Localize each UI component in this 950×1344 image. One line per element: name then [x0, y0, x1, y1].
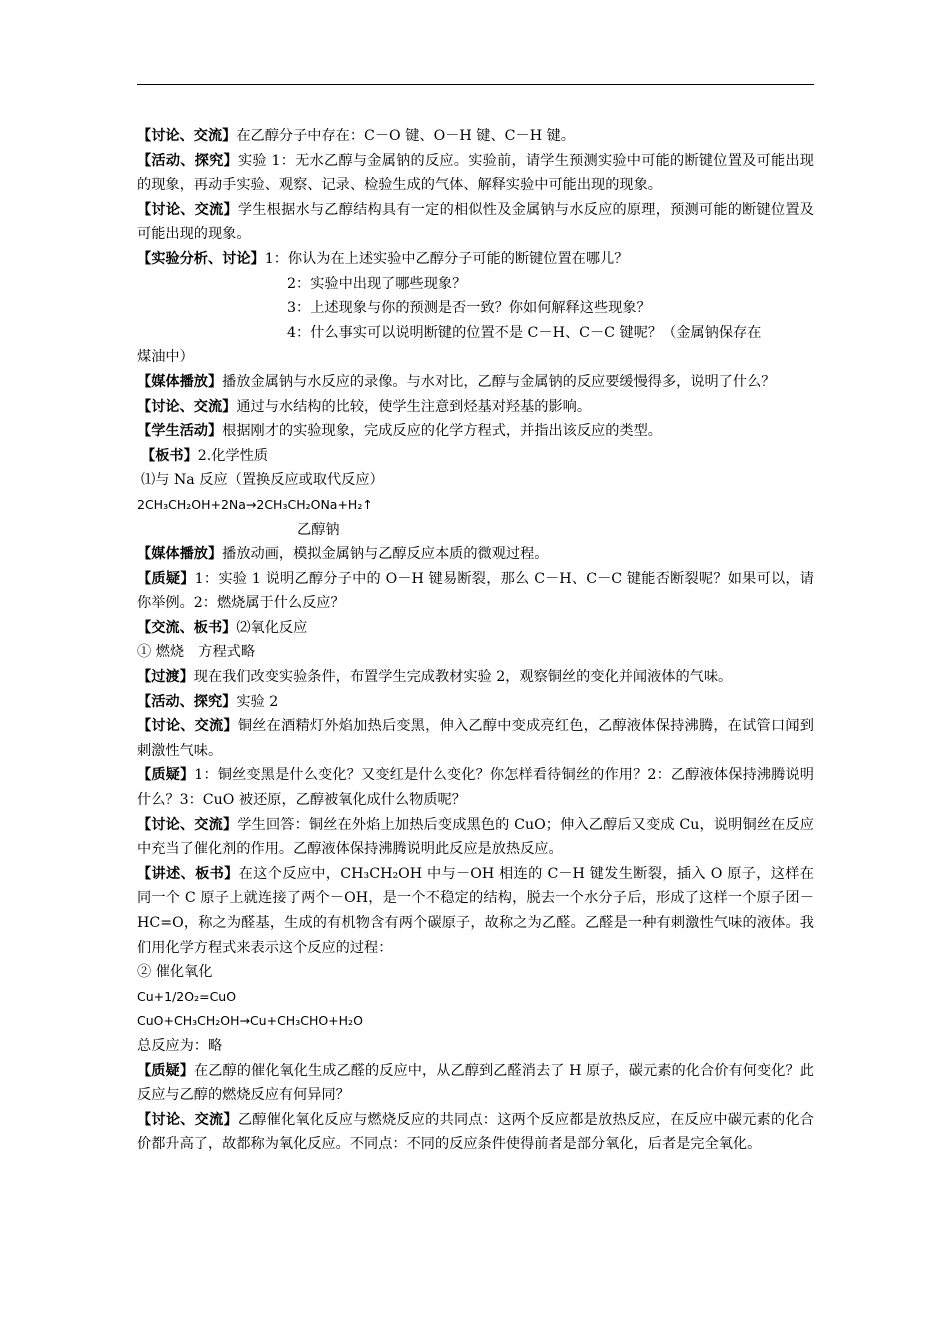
paragraph: [137, 567, 814, 616]
section-tag: 【活动、探究】: [137, 152, 238, 169]
product-name: 乙醇钠: [297, 521, 340, 538]
paragraph-text: 学生回答：铜丝在外焰上加热后变成黑色的 CuO；伸入乙醇后又变成 Cu，说明铜丝在反应中充当了催化剂的作用。乙醇液体保持沸腾说明此反应是放热反应。: [137, 816, 814, 858]
overall-reaction: 总反应为：略: [137, 1037, 223, 1054]
paragraph: [137, 690, 814, 715]
paragraph: [137, 1059, 814, 1108]
paragraph-text: 播放动画，模拟金属钠与乙醇反应本质的微观过程。: [222, 546, 549, 563]
paragraph: [137, 149, 814, 198]
section-tag: 【讨论、交流】: [137, 816, 238, 833]
paragraph: [137, 370, 814, 395]
section-tag: 【媒体播放】: [137, 546, 223, 563]
question-2: 2：实验中出现了哪些现象？: [287, 275, 467, 292]
section-tag: 【质疑】: [137, 767, 195, 784]
paragraph: [137, 665, 814, 690]
section-tag: 【板书】: [141, 447, 198, 464]
paragraph: [137, 813, 814, 862]
paragraph-text: 通过与水结构的比较，使学生注意到烃基对羟基的影响。: [236, 398, 592, 415]
header-rule: [137, 84, 814, 85]
paragraph-text: 1：实验 1 说明乙醇分子中的 O－H 键易断裂，那么 C－H、C－C 键能否断裂呢？如果可以，请你举例。2：燃烧属于什么反应？: [137, 570, 814, 612]
question-3: 3：上述现象与你的预测是否一致？你如何解释这些现象？: [287, 300, 651, 317]
paragraph-text: 在这个反应中，CH₃CH₂OH 中与－OH 相连的 C－H 键发生断裂，插入 O 原子，这样在同一个 C 原子上就连接了两个－OH，是一个不稳定的结构，脱去一个水分子后，形成了这样一个原子团－HC=O，称之为醛基，生成的有机物含有两个碳原子，故称之为乙醛。乙醛是一种有刺激性气味的液体。我们用化学方程式来表示这个反应的过程：: [137, 865, 814, 956]
paragraph-text: 播放金属钠与水反应的录像。与水对比，乙醇与金属钠的反应要缓慢得多，说明了什么？: [222, 373, 776, 390]
section-tag: 【过渡】: [137, 669, 194, 686]
section-tag: 【讨论、交流】: [137, 398, 237, 415]
paragraph: [137, 542, 814, 567]
document-body: [137, 124, 814, 1157]
section-tag: 【讨论、交流】: [137, 128, 237, 144]
question-4-continued: 煤油中）: [137, 349, 194, 366]
paragraph-text: 实验 2: [236, 693, 279, 710]
paragraph: [137, 763, 814, 812]
question-1: 1：你认为在上述实验中乙醇分子可能的断键位置在哪儿？: [264, 250, 629, 267]
subheading: ② 催化氧化: [137, 964, 213, 981]
paragraph-text: 学生根据水与乙醇结构具有一定的相似性及金属钠与水反应的原理，预测可能的断键位置及可能出现的现象。: [137, 201, 814, 243]
equation-copper-oxidation: Cu+1/2O₂=CuO: [137, 988, 237, 1004]
paragraph-text: 在乙醇的催化氧化生成乙醛的反应中，从乙醇到乙醛消去了 H 原子，碳元素的化合价有何变化？此反应与乙醇的燃烧反应有何异同？: [137, 1062, 814, 1104]
paragraph-text: 乙醇催化氧化反应与燃烧反应的共同点：这两个反应都是放热反应，在反应中碳元素的化合价都升高了，故都称为氧化反应。不同点：不同的反应条件使得前者是部分氧化，后者是完全氧化。: [137, 1111, 814, 1153]
paragraph: [137, 395, 814, 420]
section-tag: 【质疑】: [137, 570, 195, 587]
paragraph: [137, 862, 814, 960]
subheading: ① 燃烧 方程式略: [137, 644, 256, 661]
paragraph-text: 2.化学性质: [197, 447, 269, 464]
paragraph: [137, 714, 814, 763]
section-tag: 【实验分析、讨论】: [137, 250, 265, 267]
section-tag: 【质疑】: [137, 1062, 195, 1079]
equation-sodium-ethoxide: 2CH₃CH₂OH+2Na→2CH₃CH₂ONa+H₂↑: [137, 496, 373, 512]
paragraph-text: ⑵氧化反应: [236, 619, 308, 636]
paragraph: [137, 124, 814, 149]
section-tag: 【媒体播放】: [137, 373, 223, 390]
section-tag: 【讨论、交流】: [137, 201, 238, 218]
paragraph: [137, 616, 814, 641]
equation-ethanal: CuO+CH₃CH₂OH→Cu+CH₃CHO+H₂O: [137, 1013, 363, 1029]
section-tag: 【讨论、交流】: [137, 718, 238, 735]
paragraph-text: 现在我们改变实验条件，布置学生完成教材实验 2，观察铜丝的变化并闻液体的气味。: [193, 669, 733, 686]
paragraph-text: 铜丝在酒精灯外焰加热后变黑，伸入乙醇中变成亮红色，乙醇液体保持沸腾，在试管口闻到刺激性气味。: [137, 718, 814, 759]
paragraph-text: 实验 1：无水乙醇与金属钠的反应。实验前，请学生预测实验中可能的断键位置及可能出现的现象，再动手实验、观察、记录、检验生成的气体、解释实验中可能出现的现象。: [137, 152, 814, 194]
paragraph: [137, 247, 814, 272]
paragraph-text: 在乙醇分子中存在：C－O 键、O－H 键、C－H 键。: [236, 128, 575, 144]
section-tag: 【活动、探究】: [137, 693, 237, 710]
paragraph: [137, 444, 814, 469]
paragraph-text: 1：铜丝变黑是什么变化？又变红是什么变化？你怎样看待铜丝的作用？2：乙醇液体保持沸腾说明什么？3：CuO 被还原，乙醇被氧化成什么物质呢？: [137, 767, 814, 809]
question-4: 4：什么事实可以说明断键的位置不是 C－H、C－C 键呢？（金属钠保存在: [287, 324, 762, 341]
section-tag: 【交流、板书】: [137, 619, 237, 636]
section-tag: 【讲述、板书】: [137, 865, 239, 882]
section-tag: 【讨论、交流】: [137, 1111, 238, 1128]
paragraph: [137, 419, 814, 444]
paragraph-text: 根据刚才的实验现象，完成反应的化学方程式，并指出该反应的类型。: [222, 423, 662, 440]
subheading: ⑴与 Na 反应（置换反应或取代反应）: [141, 472, 384, 489]
section-tag: 【学生活动】: [137, 423, 223, 440]
paragraph: [137, 198, 814, 247]
paragraph: [137, 1108, 814, 1157]
